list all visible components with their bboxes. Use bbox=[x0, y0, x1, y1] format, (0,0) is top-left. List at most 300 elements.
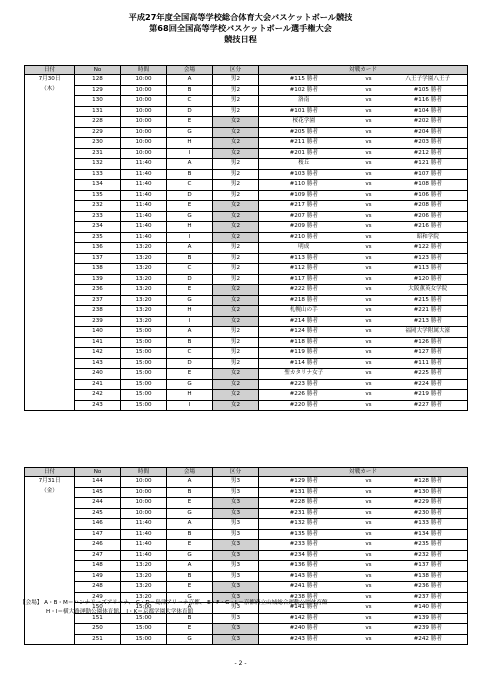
vs-cell: vs bbox=[349, 85, 389, 96]
table-row bbox=[25, 369, 468, 380]
game-number-cell: 129 bbox=[75, 85, 121, 96]
table-row bbox=[25, 634, 468, 645]
court-cell: B bbox=[167, 253, 213, 264]
game-number-cell: 149 bbox=[75, 571, 121, 582]
time-cell: 11:40 bbox=[121, 190, 167, 201]
team-b-cell: 大阪薫英女学院 bbox=[389, 285, 468, 296]
vs-cell: vs bbox=[349, 106, 389, 117]
category-cell: 女2 bbox=[213, 306, 259, 317]
table-row bbox=[25, 274, 468, 285]
vs-cell: vs bbox=[349, 603, 389, 614]
game-number-cell: 234 bbox=[75, 222, 121, 233]
team-b-cell: #204 勝者 bbox=[389, 127, 468, 138]
vs-cell: vs bbox=[349, 327, 389, 338]
table-row bbox=[25, 232, 468, 243]
team-a-cell: #132 勝者 bbox=[259, 519, 349, 530]
date-cell bbox=[25, 117, 75, 128]
date-cell bbox=[25, 624, 75, 635]
date-cell bbox=[25, 253, 75, 264]
time-cell: 15:00 bbox=[121, 603, 167, 614]
date-cell bbox=[25, 550, 75, 561]
team-b-cell: #206 勝者 bbox=[389, 211, 468, 222]
category-cell: 女2 bbox=[213, 379, 259, 390]
table-row bbox=[25, 180, 468, 191]
team-a-cell: #241 勝者 bbox=[259, 582, 349, 593]
table-row bbox=[25, 138, 468, 149]
category-cell: 男2 bbox=[213, 180, 259, 191]
court-cell: A bbox=[167, 561, 213, 572]
vs-cell: vs bbox=[349, 295, 389, 306]
court-cell: G bbox=[167, 127, 213, 138]
time-cell: 10:00 bbox=[121, 106, 167, 117]
team-b-cell: #106 勝者 bbox=[389, 190, 468, 201]
team-a-cell: 札幌山の手 bbox=[259, 306, 349, 317]
vs-cell: vs bbox=[349, 550, 389, 561]
date-cell bbox=[25, 498, 75, 509]
team-a-cell: #209 勝者 bbox=[259, 222, 349, 233]
table-header-row bbox=[25, 66, 468, 75]
team-b-cell: #216 勝者 bbox=[389, 222, 468, 233]
team-b-cell: #133 勝者 bbox=[389, 519, 468, 530]
title-line-2: 第68回全国高等学校バスケットボール選手権大会 bbox=[149, 23, 332, 33]
vs-cell: vs bbox=[349, 316, 389, 327]
category-cell: 女3 bbox=[213, 550, 259, 561]
team-a-cell: #211 勝者 bbox=[259, 138, 349, 149]
game-number-cell: 147 bbox=[75, 529, 121, 540]
time-cell: 15:00 bbox=[121, 624, 167, 635]
court-cell: I bbox=[167, 316, 213, 327]
table-row bbox=[25, 624, 468, 635]
date-cell bbox=[25, 540, 75, 551]
team-b-cell: #104 勝者 bbox=[389, 106, 468, 117]
time-cell: 11:40 bbox=[121, 201, 167, 212]
vs-cell: vs bbox=[349, 624, 389, 635]
vs-cell: vs bbox=[349, 529, 389, 540]
table-row bbox=[25, 211, 468, 222]
court-cell: D bbox=[167, 106, 213, 117]
date-cell bbox=[25, 159, 75, 170]
category-cell: 男3 bbox=[213, 519, 259, 530]
vs-cell: vs bbox=[349, 508, 389, 519]
header-time: 時間 bbox=[121, 66, 167, 75]
time-cell: 13:20 bbox=[121, 316, 167, 327]
vs-cell: vs bbox=[349, 348, 389, 359]
game-number-cell: 237 bbox=[75, 295, 121, 306]
court-cell: C bbox=[167, 180, 213, 191]
title-line-3: 競技日程 bbox=[224, 34, 257, 44]
time-cell: 11:40 bbox=[121, 519, 167, 530]
table-row bbox=[25, 519, 468, 530]
header-court: 会場 bbox=[167, 468, 213, 477]
date-cell bbox=[25, 508, 75, 519]
team-b-cell: #221 勝者 bbox=[389, 306, 468, 317]
vs-cell: vs bbox=[349, 264, 389, 275]
team-a-cell: #217 勝者 bbox=[259, 201, 349, 212]
court-cell: H bbox=[167, 138, 213, 149]
date-cell bbox=[25, 138, 75, 149]
game-number-cell: 130 bbox=[75, 96, 121, 107]
date-cell bbox=[25, 369, 75, 380]
court-cell: B bbox=[167, 613, 213, 624]
category-cell: 男2 bbox=[213, 327, 259, 338]
category-cell: 男3 bbox=[213, 529, 259, 540]
header-matchup: 対戦カード bbox=[259, 66, 468, 75]
time-cell: 10:00 bbox=[121, 127, 167, 138]
vs-cell: vs bbox=[349, 369, 389, 380]
team-b-cell: #213 勝者 bbox=[389, 316, 468, 327]
team-a-cell: #233 勝者 bbox=[259, 540, 349, 551]
category-cell: 女2 bbox=[213, 211, 259, 222]
game-number-cell: 134 bbox=[75, 180, 121, 191]
category-cell: 女3 bbox=[213, 498, 259, 509]
team-b-cell: 福岡大学附属大濠 bbox=[389, 327, 468, 338]
vs-cell: vs bbox=[349, 561, 389, 572]
team-a-cell: #113 勝者 bbox=[259, 253, 349, 264]
court-cell: E bbox=[167, 624, 213, 635]
date-cell bbox=[25, 571, 75, 582]
team-b-cell: #235 勝者 bbox=[389, 540, 468, 551]
vs-cell: vs bbox=[349, 190, 389, 201]
team-b-cell: #121 勝者 bbox=[389, 159, 468, 170]
header-category: 区分 bbox=[213, 468, 259, 477]
table-row bbox=[25, 582, 468, 593]
team-b-cell: #122 勝者 bbox=[389, 243, 468, 254]
header-category: 区分 bbox=[213, 66, 259, 75]
team-a-cell: #135 勝者 bbox=[259, 529, 349, 540]
category-cell: 男3 bbox=[213, 571, 259, 582]
time-cell: 11:40 bbox=[121, 222, 167, 233]
court-cell: E bbox=[167, 117, 213, 128]
game-number-cell: 228 bbox=[75, 117, 121, 128]
team-b-cell: #123 勝者 bbox=[389, 253, 468, 264]
vs-cell: vs bbox=[349, 285, 389, 296]
time-cell: 15:00 bbox=[121, 634, 167, 645]
time-cell: 13:20 bbox=[121, 285, 167, 296]
team-b-cell: #138 勝者 bbox=[389, 571, 468, 582]
time-cell: 15:00 bbox=[121, 613, 167, 624]
time-cell: 10:00 bbox=[121, 148, 167, 159]
vs-cell: vs bbox=[349, 358, 389, 369]
game-number-cell: 131 bbox=[75, 106, 121, 117]
team-b-cell: 八王子学園八王子 bbox=[389, 75, 468, 86]
time-cell: 13:20 bbox=[121, 306, 167, 317]
vs-cell: vs bbox=[349, 127, 389, 138]
game-number-cell: 241 bbox=[75, 379, 121, 390]
category-cell: 女2 bbox=[213, 295, 259, 306]
header-court: 会場 bbox=[167, 66, 213, 75]
team-a-cell: #101 勝者 bbox=[259, 106, 349, 117]
time-cell: 13:20 bbox=[121, 274, 167, 285]
team-b-cell: #111 勝者 bbox=[389, 358, 468, 369]
vs-cell: vs bbox=[349, 232, 389, 243]
time-cell: 15:00 bbox=[121, 358, 167, 369]
court-cell: A bbox=[167, 243, 213, 254]
time-cell: 15:00 bbox=[121, 337, 167, 348]
game-number-cell: 144 bbox=[75, 477, 121, 488]
table-row bbox=[25, 85, 468, 96]
team-a-cell: #243 勝者 bbox=[259, 634, 349, 645]
table-row bbox=[25, 508, 468, 519]
team-a-cell: 明成 bbox=[259, 243, 349, 254]
court-cell: C bbox=[167, 348, 213, 359]
time-cell: 10:00 bbox=[121, 498, 167, 509]
category-cell: 男2 bbox=[213, 253, 259, 264]
court-cell: G bbox=[167, 592, 213, 603]
team-a-cell: #234 勝者 bbox=[259, 550, 349, 561]
game-number-cell: 132 bbox=[75, 159, 121, 170]
time-cell: 10:00 bbox=[121, 75, 167, 86]
game-number-cell: 232 bbox=[75, 201, 121, 212]
vs-cell: vs bbox=[349, 337, 389, 348]
court-cell: G bbox=[167, 379, 213, 390]
time-cell: 11:40 bbox=[121, 159, 167, 170]
vs-cell: vs bbox=[349, 222, 389, 233]
category-cell: 女3 bbox=[213, 634, 259, 645]
date-cell bbox=[25, 295, 75, 306]
table-row bbox=[25, 529, 468, 540]
date-cell bbox=[25, 106, 75, 117]
court-cell: E bbox=[167, 201, 213, 212]
vs-cell: vs bbox=[349, 159, 389, 170]
table-row bbox=[25, 400, 468, 411]
date-cell bbox=[25, 190, 75, 201]
date-cell bbox=[25, 337, 75, 348]
team-a-cell: #109 勝者 bbox=[259, 190, 349, 201]
team-b-cell: #225 勝者 bbox=[389, 369, 468, 380]
game-number-cell: 244 bbox=[75, 498, 121, 509]
category-cell: 女2 bbox=[213, 201, 259, 212]
game-number-cell: 135 bbox=[75, 190, 121, 201]
date-cell bbox=[25, 96, 75, 107]
venue-note-line-2: H・I＝横大路運動公園体育館、 J・K＝京都学園大学体育館 bbox=[46, 609, 194, 615]
time-cell: 10:00 bbox=[121, 477, 167, 488]
table-row bbox=[25, 222, 468, 233]
team-a-cell: 洛南 bbox=[259, 96, 349, 107]
team-b-cell: #208 勝者 bbox=[389, 201, 468, 212]
vs-cell: vs bbox=[349, 487, 389, 498]
time-cell: 11:40 bbox=[121, 180, 167, 191]
date-cell bbox=[25, 390, 75, 401]
court-cell: A bbox=[167, 519, 213, 530]
date-cell bbox=[25, 222, 75, 233]
table-row bbox=[25, 348, 468, 359]
category-cell: 男2 bbox=[213, 75, 259, 86]
vs-cell: vs bbox=[349, 379, 389, 390]
date-cell bbox=[25, 264, 75, 275]
court-cell: H bbox=[167, 390, 213, 401]
team-a-cell: 桜花学園 bbox=[259, 117, 349, 128]
time-cell: 10:00 bbox=[121, 508, 167, 519]
team-a-cell: #141 勝者 bbox=[259, 603, 349, 614]
court-cell: D bbox=[167, 190, 213, 201]
team-a-cell: #207 勝者 bbox=[259, 211, 349, 222]
category-cell: 男3 bbox=[213, 603, 259, 614]
category-cell: 男2 bbox=[213, 274, 259, 285]
team-a-cell: #228 勝者 bbox=[259, 498, 349, 509]
date-cell bbox=[25, 358, 75, 369]
court-cell: B bbox=[167, 337, 213, 348]
vs-cell: vs bbox=[349, 201, 389, 212]
team-b-cell: #236 勝者 bbox=[389, 582, 468, 593]
game-number-cell: 240 bbox=[75, 369, 121, 380]
game-number-cell: 140 bbox=[75, 327, 121, 338]
court-cell: G bbox=[167, 508, 213, 519]
vs-cell: vs bbox=[349, 180, 389, 191]
team-a-cell: #143 勝者 bbox=[259, 571, 349, 582]
court-cell: G bbox=[167, 295, 213, 306]
team-a-cell: #114 勝者 bbox=[259, 358, 349, 369]
header-no: No bbox=[75, 66, 121, 75]
category-cell: 女2 bbox=[213, 222, 259, 233]
table-row bbox=[25, 327, 468, 338]
game-number-cell: 246 bbox=[75, 540, 121, 551]
table-row bbox=[25, 571, 468, 582]
category-cell: 女2 bbox=[213, 117, 259, 128]
team-b-cell: #237 勝者 bbox=[389, 592, 468, 603]
court-cell: G bbox=[167, 211, 213, 222]
table-row bbox=[25, 243, 468, 254]
game-number-cell: 150 bbox=[75, 603, 121, 614]
table-row bbox=[25, 337, 468, 348]
time-cell: 11:40 bbox=[121, 232, 167, 243]
category-cell: 男2 bbox=[213, 358, 259, 369]
team-b-cell: #113 勝者 bbox=[389, 264, 468, 275]
category-cell: 女2 bbox=[213, 369, 259, 380]
vs-cell: vs bbox=[349, 169, 389, 180]
team-b-cell: #130 勝者 bbox=[389, 487, 468, 498]
venue-note-line-1: 【会場】 A・B・M＝ハンナリーズアリーナ、 C・D＝島津アリーナ京都、 E・F・G・L＝京都府立山城総合運動公園体育館 bbox=[20, 600, 328, 606]
category-cell: 女3 bbox=[213, 540, 259, 551]
team-a-cell: #240 勝者 bbox=[259, 624, 349, 635]
time-cell: 13:20 bbox=[121, 253, 167, 264]
team-b-cell: #128 勝者 bbox=[389, 477, 468, 488]
category-cell: 男2 bbox=[213, 243, 259, 254]
table-row bbox=[25, 159, 468, 170]
court-cell: E bbox=[167, 369, 213, 380]
date-cell: （金） bbox=[25, 487, 75, 498]
category-cell: 女2 bbox=[213, 390, 259, 401]
time-cell: 11:40 bbox=[121, 540, 167, 551]
team-a-cell: #131 勝者 bbox=[259, 487, 349, 498]
court-cell: D bbox=[167, 274, 213, 285]
category-cell: 女2 bbox=[213, 127, 259, 138]
game-number-cell: 148 bbox=[75, 561, 121, 572]
team-a-cell: #124 勝者 bbox=[259, 327, 349, 338]
game-number-cell: 136 bbox=[75, 243, 121, 254]
category-cell: 男2 bbox=[213, 264, 259, 275]
vs-cell: vs bbox=[349, 592, 389, 603]
vs-cell: vs bbox=[349, 306, 389, 317]
category-cell: 男3 bbox=[213, 487, 259, 498]
category-cell: 男2 bbox=[213, 96, 259, 107]
game-number-cell: 238 bbox=[75, 306, 121, 317]
time-cell: 11:40 bbox=[121, 211, 167, 222]
date-cell bbox=[25, 243, 75, 254]
team-b-cell: #230 勝者 bbox=[389, 508, 468, 519]
vs-cell: vs bbox=[349, 582, 389, 593]
table-row bbox=[25, 127, 468, 138]
vs-cell: vs bbox=[349, 75, 389, 86]
team-a-cell: #226 勝者 bbox=[259, 390, 349, 401]
court-cell: I bbox=[167, 148, 213, 159]
table-row bbox=[25, 306, 468, 317]
table-row bbox=[25, 190, 468, 201]
header-date: 日付 bbox=[25, 66, 75, 75]
page-number: - 2 - bbox=[234, 660, 247, 667]
team-b-cell: #116 勝者 bbox=[389, 96, 468, 107]
category-cell: 男2 bbox=[213, 106, 259, 117]
table-row bbox=[25, 550, 468, 561]
game-number-cell: 236 bbox=[75, 285, 121, 296]
date-cell bbox=[25, 201, 75, 212]
team-a-cell: #238 勝者 bbox=[259, 592, 349, 603]
vs-cell: vs bbox=[349, 138, 389, 149]
court-cell: B bbox=[167, 487, 213, 498]
court-cell: B bbox=[167, 85, 213, 96]
category-cell: 男2 bbox=[213, 159, 259, 170]
vs-cell: vs bbox=[349, 148, 389, 159]
vs-cell: vs bbox=[349, 96, 389, 107]
table-row bbox=[25, 390, 468, 401]
team-a-cell: #218 勝者 bbox=[259, 295, 349, 306]
team-b-cell: #137 勝者 bbox=[389, 561, 468, 572]
team-a-cell: #129 勝者 bbox=[259, 477, 349, 488]
category-cell: 男2 bbox=[213, 85, 259, 96]
time-cell: 11:40 bbox=[121, 550, 167, 561]
vs-cell: vs bbox=[349, 400, 389, 411]
game-number-cell: 231 bbox=[75, 148, 121, 159]
date-cell bbox=[25, 529, 75, 540]
category-cell: 男3 bbox=[213, 477, 259, 488]
team-a-cell: #205 勝者 bbox=[259, 127, 349, 138]
time-cell: 15:00 bbox=[121, 390, 167, 401]
team-b-cell: #219 勝者 bbox=[389, 390, 468, 401]
game-number-cell: 233 bbox=[75, 211, 121, 222]
court-cell: B bbox=[167, 529, 213, 540]
schedule-table-day2 bbox=[24, 467, 468, 645]
team-a-cell: #222 勝者 bbox=[259, 285, 349, 296]
court-cell: E bbox=[167, 582, 213, 593]
court-cell: E bbox=[167, 540, 213, 551]
court-cell: I bbox=[167, 400, 213, 411]
team-b-cell: #215 勝者 bbox=[389, 295, 468, 306]
table-row bbox=[25, 117, 468, 128]
team-b-cell: #107 勝者 bbox=[389, 169, 468, 180]
court-cell: D bbox=[167, 358, 213, 369]
date-cell bbox=[25, 561, 75, 572]
date-cell: 7月30日 bbox=[25, 75, 75, 86]
date-cell: （木） bbox=[25, 85, 75, 96]
team-b-cell: #229 勝者 bbox=[389, 498, 468, 509]
team-b-cell: 昭和学院 bbox=[389, 232, 468, 243]
time-cell: 13:20 bbox=[121, 295, 167, 306]
court-cell: B bbox=[167, 571, 213, 582]
date-cell bbox=[25, 400, 75, 411]
category-cell: 女3 bbox=[213, 508, 259, 519]
time-cell: 15:00 bbox=[121, 348, 167, 359]
team-a-cell: #103 勝者 bbox=[259, 169, 349, 180]
team-a-cell: #118 勝者 bbox=[259, 337, 349, 348]
vs-cell: vs bbox=[349, 498, 389, 509]
time-cell: 13:20 bbox=[121, 264, 167, 275]
game-number-cell: 142 bbox=[75, 348, 121, 359]
vs-cell: vs bbox=[349, 390, 389, 401]
category-cell: 男2 bbox=[213, 190, 259, 201]
table-header-row bbox=[25, 468, 468, 477]
vs-cell: vs bbox=[349, 613, 389, 624]
team-a-cell: #119 勝者 bbox=[259, 348, 349, 359]
vs-cell: vs bbox=[349, 519, 389, 530]
